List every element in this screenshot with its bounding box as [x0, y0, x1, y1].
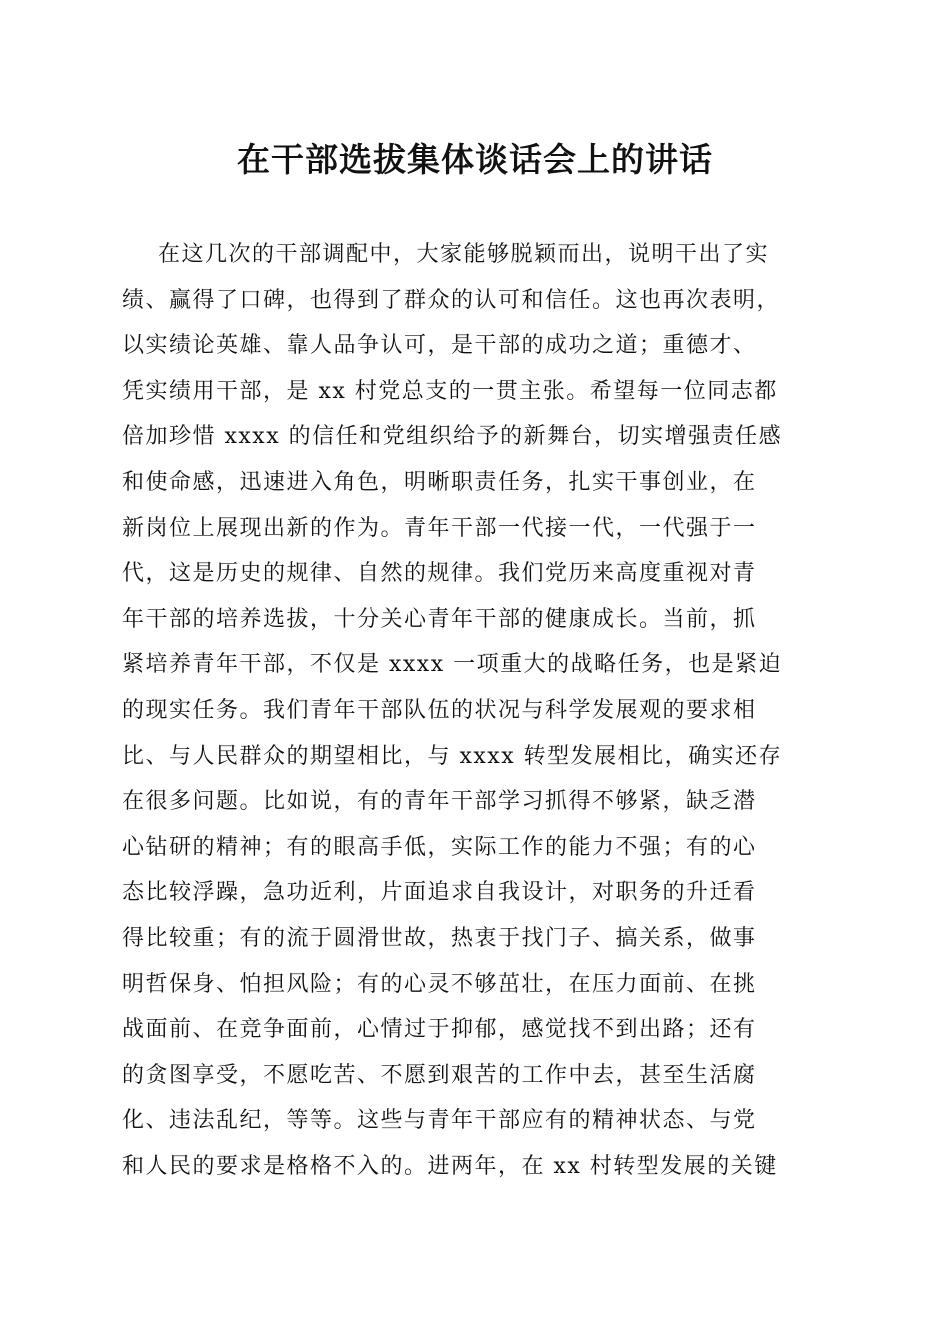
body-line: 在这几次的干部调配中，大家能够脱颖而出，说明干出了实	[158, 242, 770, 267]
body-line: 新岗位上展现出新的作为。青年干部一代接一代，一代强于一	[122, 515, 757, 541]
document-title: 在干部选拔集体谈话会上的讲话	[237, 140, 713, 179]
body-line: 的贪图享受，不愿吃苦、不愿到艰苦的工作中去，甚至生活腐	[122, 1062, 757, 1088]
body-line: 在很多问题。比如说，有的青年干部学习抓得不够紧，缺乏潜	[122, 789, 757, 815]
body-line: 明哲保身、怕担风险；有的心灵不够茁壮，在压力面前、在挑	[122, 971, 757, 997]
body-line: 绩、赢得了口碑，也得到了群众的认可和信任。这也再次表明，	[122, 287, 781, 313]
body-line: 得比较重；有的流于圆滑世故，热衷于找门子、搞关系，做事	[122, 925, 757, 951]
body-line: 紧培养青年干部，不仅是 xxxx 一项重大的战略任务，也是紧迫	[122, 652, 783, 678]
body-line: 以实绩论英雄、靠人品争认可，是干部的成功之道；重德才、	[122, 333, 757, 359]
body-line: 年干部的培养选拔，十分关心青年干部的健康成长。当前，抓	[122, 606, 757, 632]
body-line: 倍加珍惜 xxxx 的信任和党组织给予的新舞台，切实增强责任感	[122, 424, 783, 450]
body-line: 化、违法乱纪，等等。这些与青年干部应有的精神状态、与党	[122, 1108, 757, 1134]
body-line: 比、与人民群众的期望相比，与 xxxx 转型发展相比，确实还存	[122, 743, 783, 769]
body-line: 代，这是历史的规律、自然的规律。我们党历来高度重视对青	[122, 561, 757, 587]
body-line: 和使命感，迅速进入角色，明晰职责任务，扎实干事创业，在	[122, 469, 757, 495]
body-line: 心钻研的精神；有的眼高手低，实际工作的能力不强；有的心	[122, 834, 757, 860]
body-line: 态比较浮躁，急功近利，片面追求自我设计，对职务的升迁看	[122, 880, 757, 906]
body-line: 的现实任务。我们青年干部队伍的状况与科学发展观的要求相	[122, 697, 757, 723]
body-line: 战面前、在竞争面前，心情过于抑郁，感觉找不到出路；还有	[122, 1017, 757, 1043]
body-line: 和人民的要求是格格不入的。进两年，在 xx 村转型发展的关键	[122, 1153, 778, 1179]
document-body	[122, 232, 828, 1189]
body-line: 凭实绩用干部，是 xx 村党总支的一贯主张。希望每一位同志都	[122, 378, 778, 404]
